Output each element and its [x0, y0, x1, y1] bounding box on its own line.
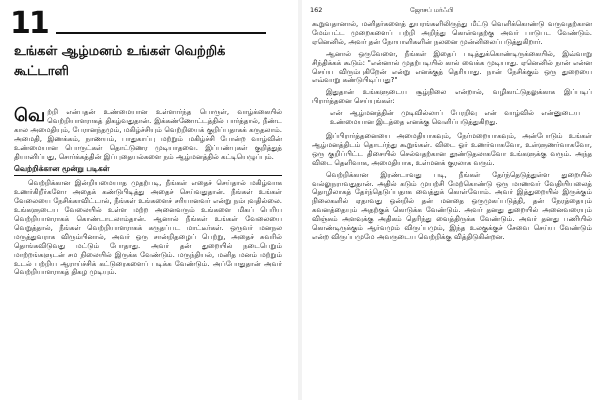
paragraph: ஆனால் ஒருவேளை, நீங்கள் இதைப் படித்துக்கொண்டிருக்கையில், இவ்வாறு சிந்திக்கக் கூடும்: "என்னால் முதற்படியில் கால் வைக்க முடியாது. ஏனெனில் நான் என்ன செய்ய விரும்புகிறேன் என்று எனக்குத் தெரியாது. நான் நேசிக்கும் ஒரு துறையை எவ்வாறு கண்டுபிடிப்பது?" — [312, 49, 592, 85]
section-paragraph: வெற்றிக்கான இன்றியமையாத முதற்படி, நீங்கள் எதைச் செய்தால் மகிழ்வாக உணர்கிறீர்களோ அதைக் கண்டுபிடித்து அதைச் செய்வதுதான். நீங்கள் உங்கள் வேலையை நேசிக்காவிட்டால், நீங்கள் உங்களைச் சரியானவர் என்று நம்புவதில்லை. உங்களுடைய வேலையில் உள்ள மற்ற அனைவரும் உங்களை மிகப் பெரிய வெற்றியாளராகக் கொண்டாடலாம்தான். ஆனால் நீங்கள் உங்கள் வேலையை வெறுத்தால், நீங்கள் வெற்றியாளராகக் கருதப்பட மாட்டீர்கள். ஒருவர் மனநல மருத்துவராக விரும்பினால், அவர் ஒரு சான்றிதழைப் பெற்று, அதைச் சுவரில் தொங்கவிடுவது மட்டும் போதாது. அவர் தன் துறையில் நடைபெறும் மாற்றங்களுடன் சம நிலையில் இருக்க வேண்டும். மருந்தியல், மனித மனம் மற்றும் உடல் பற்றிய ஆராய்ச்சிக் கட்டுரைகளைப் படிக்க வேண்டும். அப்போதுதான் அவர் வெற்றியாளராகத் திகழ முடியும். — [14, 179, 282, 277]
prayer-quote: என் ஆழ்மனத்தின் முடிவில்லாப் பேரறிவு என் வாழ்வில் என்னுடைய உண்மையான இடத்தை எனக்கு வெளிப்படுத்துகிறது. — [330, 109, 580, 127]
right-body — [312, 20, 592, 245]
section-heading: வெற்றிக்கான மூன்று படிகள் — [14, 164, 110, 174]
paragraph: கூறுவதானால், மனிதர்களைத் துயரங்களிலிருந்து மீட்டு வெளிக்கொண்டு வருவதற்கான மேம்பட்ட முறைகளைப் பற்றி அறிந்து கொள்வதற்கு அவர் பாடுபட வேண்டும். ஏனெனில், அவர் தன் நோயாளிகளின் நலனை முன்னிலைப்படுத்துகிறார். — [312, 20, 592, 46]
page-gutter — [298, 0, 302, 400]
left-page — [0, 0, 296, 400]
left-body — [14, 105, 282, 280]
drop-cap: வெ — [14, 105, 46, 126]
page-header — [304, 6, 600, 16]
paragraph: இப்பிரார்த்தனையை அமைதியாகவும், நேர்மறையாகவும், அன்போடும் உங்கள் ஆழ்மனத்திடம் தொடர்ந்து கூறுங்கள். விடை ஓர் உணர்வாகவோ, உள்ளுணர்வாகவோ, ஒரு குறிப்பிட்ட திசையில் செல்வதற்கான தூண்டுதலாகவோ உங்களுக்கு வரும். அந்த விடை தெளிவாக, அமைதியாக, உள்மனக் குரலாக வரும். — [312, 131, 592, 167]
chapter-title: உங்கள் ஆழ்மனம் உங்கள் வெற்றிக் கூட்டாளி — [14, 44, 226, 79]
chapter-rule — [56, 32, 266, 34]
intro-text: ற்றி என்பதன் உண்மையான உள்ளார்ந்த பொருள், வாழ்க்கையில் வெற்றியாளராகத் திகழ்வதுதான். இக்கண்ணோட்டத்தில் பார்த்தால், நீண்ட கால அமைதியும், பேரானந்தமும், மகிழ்ச்சியும் வெற்றியைக் குறிப்பதாகக் கருதலாம். அமைதி, இணக்கம், நாணயம், பாதுகாப்பு மற்றும் மகிழ்ச்சி போன்ற வாழ்வின் உண்மையான பொருட்கள் தொட்டுணர முடியாதவை. இப்பண்புகள் குறித்துத் தியானிப்பது, சொர்க்கத்தின் இப்புதையல்களை நம் ஆழ்மனத்தில் கட்டியெழுப்பும். — [14, 108, 282, 161]
running-head: ஜோசப் மர்ஃபி — [410, 6, 454, 14]
page-number: 162 — [310, 6, 323, 14]
chapter-number: 11 — [10, 6, 48, 41]
paragraph: வெற்றிக்கான இரண்டாவது படி, நீங்கள் தேர்ந்தெடுத்துள்ள துறையில் வல்லுநராவதுதான். அதில் கடும் முயற்சி மேற்கொண்டு ஒரு மாணவர் வேதியியலைத் தொழிலாகத் தேர்ந்தெடுப்பதாக வைத்துக் கொள்வோம். அவர் இத்துறையில் இருக்கும் நிலைகளில் ஏதாவது ஒன்றில் தன் மனதை ஒருமுகப்படுத்தி, தன் நேரத்தையும் கவனத்தையும் அதற்குக் கொடுக்க வேண்டும். அவர் தனது துறையில் அனைவரையும் விஞ்சும் அளவுக்கு அதிகம் தெரிந்து வைத்திருக்க வேண்டும். அவர் தனது பணியில் கொண்டிருக்கும் ஆர்வமும் விருப்பமும், இந்த உலகுக்குச் சேவை செய்ய வேண்டும் என்ற விருப்பமுமே அவருடைய வெற்றிக்கு வித்திடுகின்றன. — [312, 170, 592, 241]
paragraph: இதுதான் உங்களுடைய சூழ்நிலை என்றால், வழிகாட்டுதலுக்காக இப்படிப் பிரார்த்தனை செய்யுங்கள்: — [312, 88, 592, 106]
section-rule — [14, 175, 282, 176]
intro-paragraph — [14, 105, 282, 161]
right-page — [304, 0, 600, 400]
